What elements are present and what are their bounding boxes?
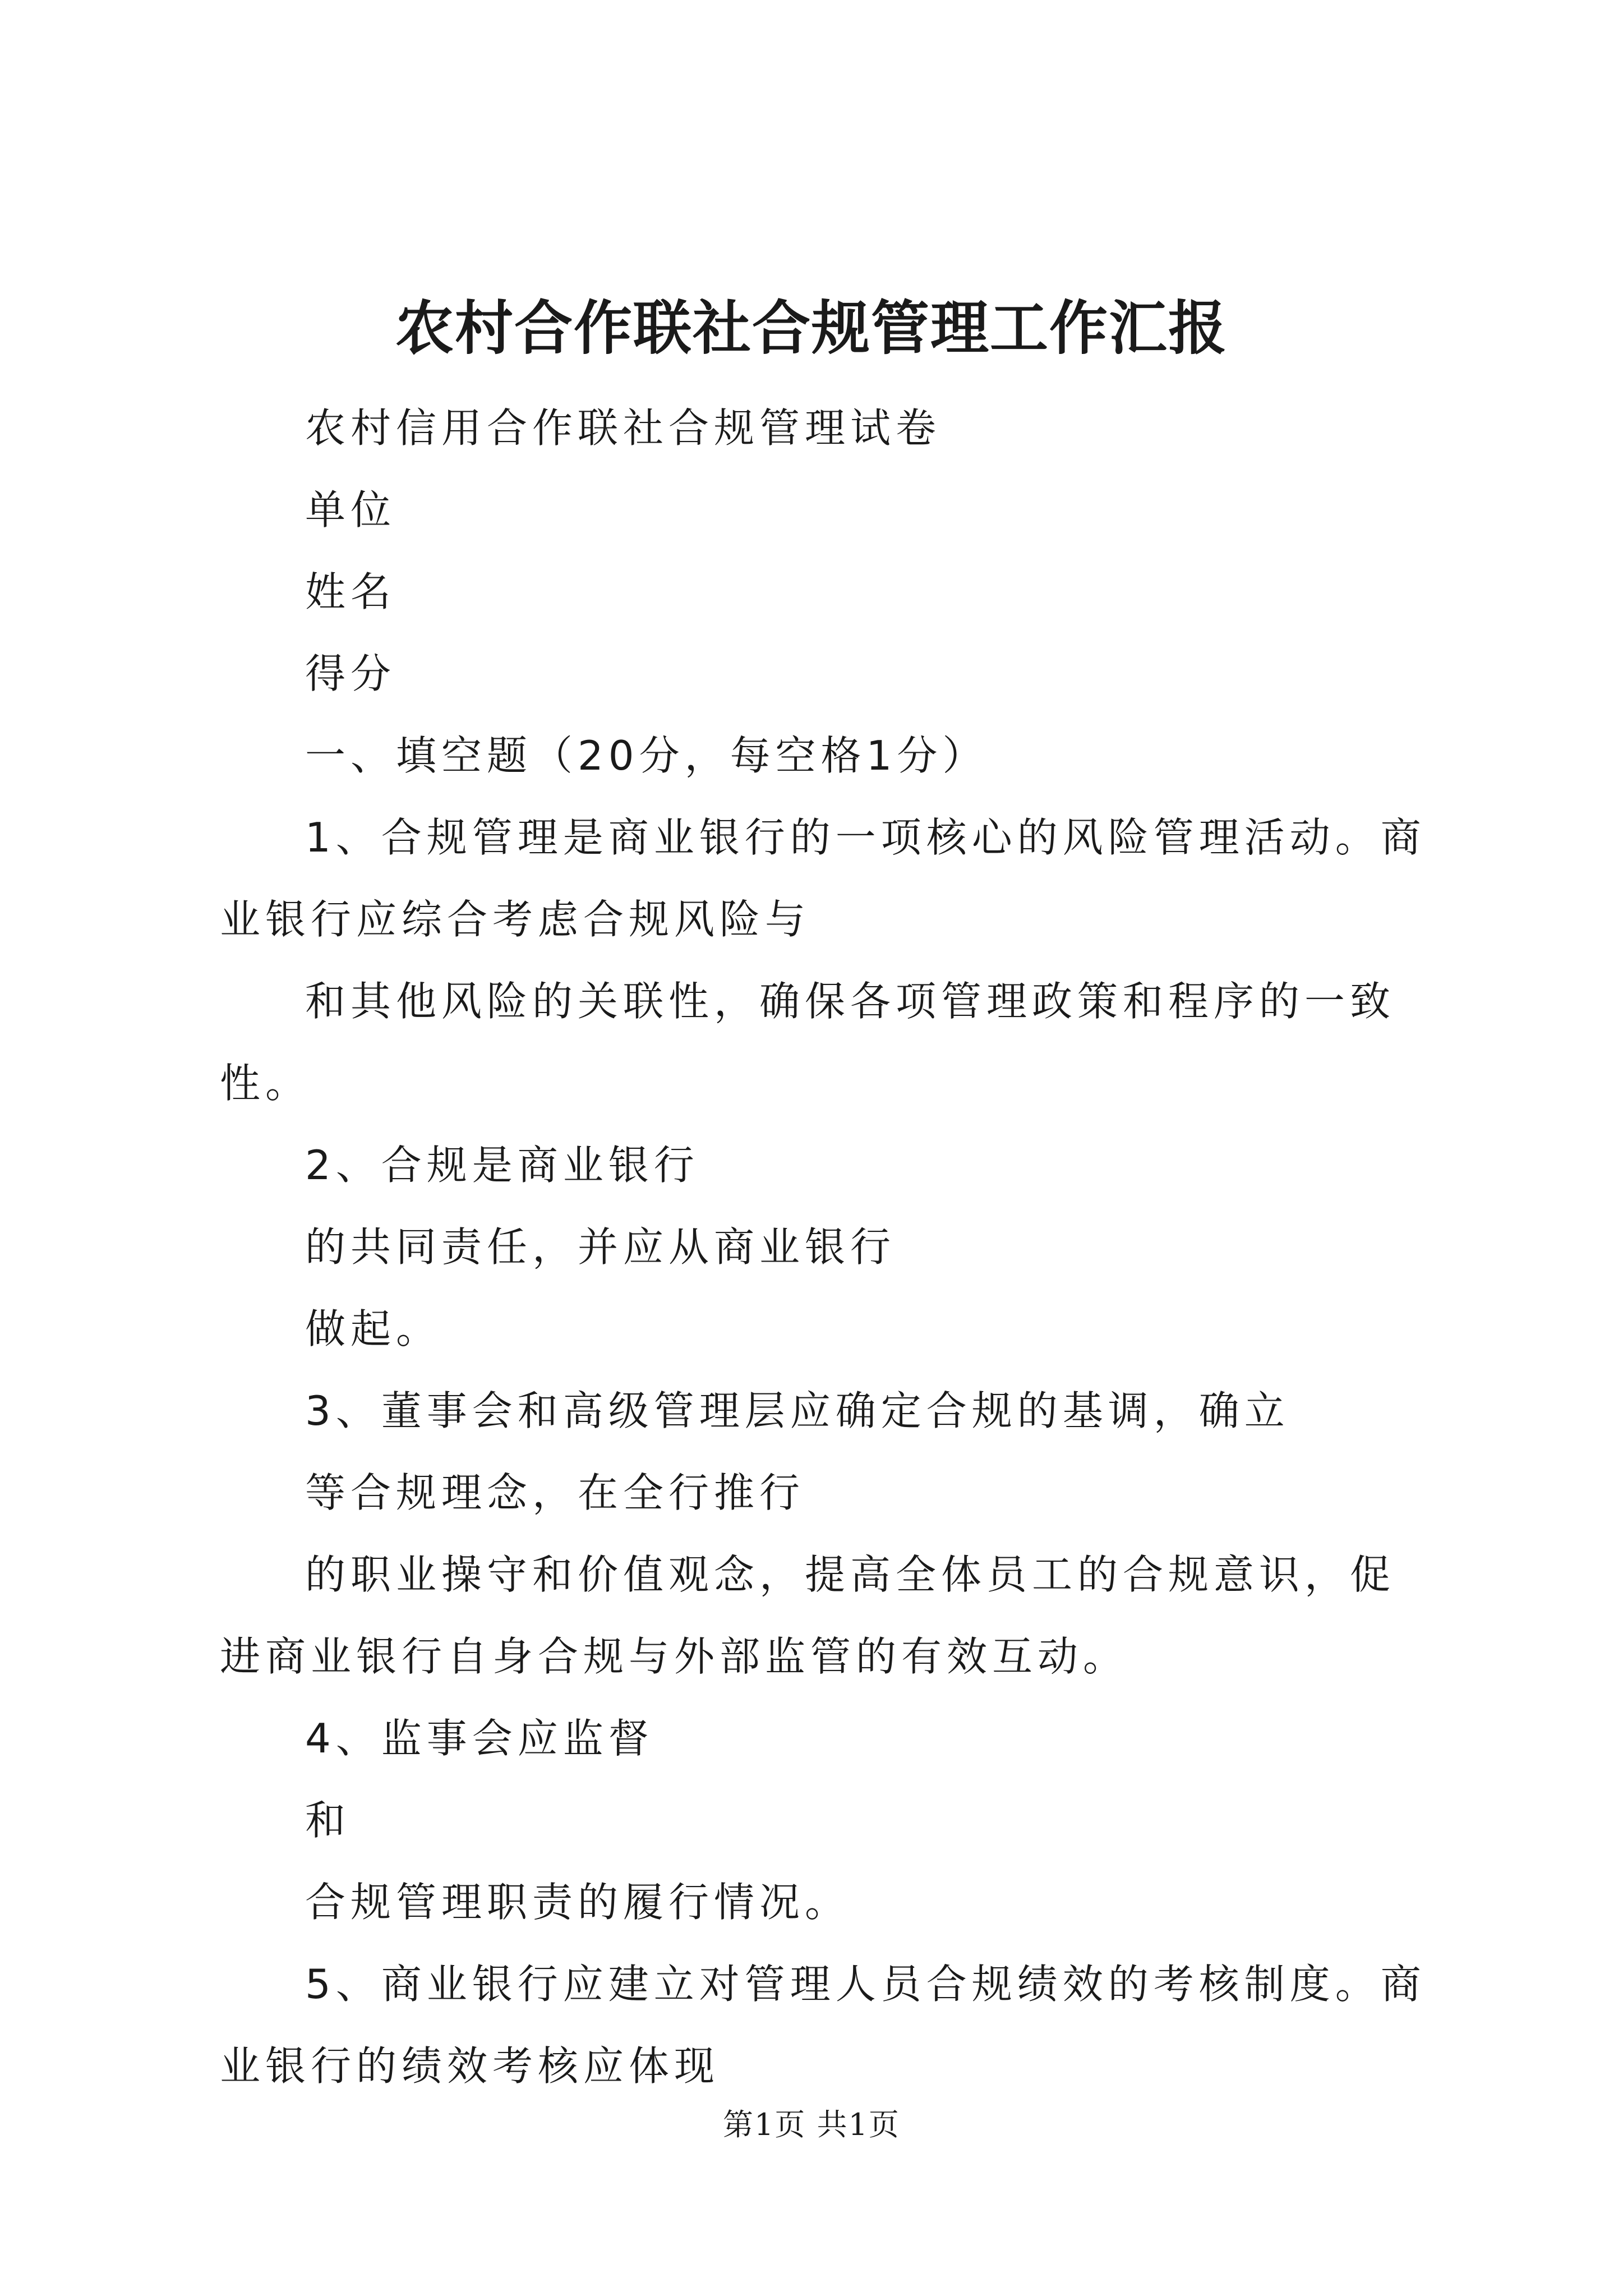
document-body: [220, 387, 1428, 2107]
paragraph: 和: [305, 1797, 351, 1844]
paragraph: 做起。: [305, 1305, 442, 1352]
paragraph: 5、商业银行应建立对管理人员合规绩效的考核制度。商业银行的绩效考核应体现: [220, 1961, 1426, 2090]
paragraph: 4、监事会应监督: [305, 1715, 654, 1762]
paragraph: 合规管理职责的履行情况。: [305, 1879, 851, 1926]
paragraph: 2、合规是商业银行: [305, 1142, 699, 1189]
page-footer: 第1页 共1页: [723, 2107, 900, 2142]
paragraph: 单位: [305, 486, 396, 533]
paragraph: 姓名: [305, 568, 396, 615]
paragraph: 的职业操守和价值观念，提高全体员工的合规意识，促进商业银行自身合规与外部监管的有效互动。: [220, 1551, 1396, 1680]
paragraph: 一、填空题（20分，每空格1分）: [305, 732, 988, 779]
document-title: 农村合作联社合规管理工作汇报: [395, 293, 1228, 362]
paragraph: 和其他风险的关联性，确保各项管理政策和程序的一致性。: [220, 978, 1396, 1107]
paragraph: 农村信用合作联社合规管理试卷: [305, 404, 942, 452]
paragraph: 的共同责任，并应从商业银行: [305, 1223, 896, 1271]
paragraph: 1、合规管理是商业银行的一项核心的风险管理活动。商业银行应综合考虑合规风险与: [220, 814, 1426, 943]
paragraph: 得分: [305, 650, 396, 697]
paragraph: 等合规理念，在全行推行: [305, 1469, 805, 1516]
paragraph: 3、董事会和高级管理层应确定合规的基调，确立: [305, 1387, 1290, 1434]
